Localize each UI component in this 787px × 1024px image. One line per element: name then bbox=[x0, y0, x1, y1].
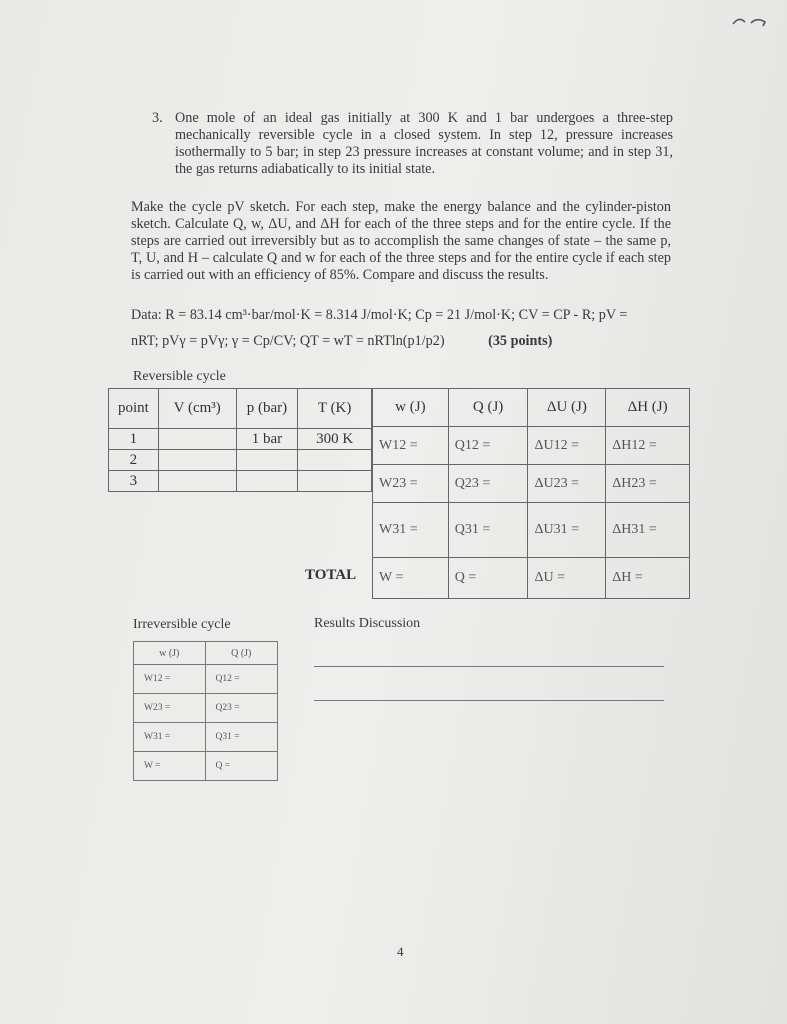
data-line-2 bbox=[131, 333, 676, 350]
header-work: w (J) bbox=[373, 389, 449, 427]
pressure-1-cell[interactable]: 1 bar bbox=[236, 429, 298, 450]
volume-1-cell[interactable] bbox=[158, 429, 236, 450]
header-point: point bbox=[109, 389, 159, 429]
volume-3-cell[interactable] bbox=[158, 471, 236, 492]
temperature-1-cell[interactable]: 300 K bbox=[298, 429, 372, 450]
volume-2-cell[interactable] bbox=[158, 450, 236, 471]
irreversible-table bbox=[133, 641, 278, 781]
irrev-q23-cell[interactable]: Q23 = bbox=[205, 694, 277, 723]
irrev-q12-cell[interactable]: Q12 = bbox=[205, 665, 277, 694]
header-temperature: T (K) bbox=[298, 389, 372, 429]
header-pressure: p (bar) bbox=[236, 389, 298, 429]
q23-cell[interactable]: Q23 = bbox=[448, 465, 528, 503]
points-label: (35 points) bbox=[488, 333, 553, 349]
energy-table bbox=[372, 388, 690, 599]
reversible-caption: Reversible cycle bbox=[133, 369, 226, 384]
dh23-cell[interactable]: ΔH23 = bbox=[606, 465, 690, 503]
w23-cell[interactable]: W23 = bbox=[373, 465, 449, 503]
du23-cell[interactable]: ΔU23 = bbox=[528, 465, 606, 503]
irrev-w31-cell[interactable]: W31 = bbox=[134, 723, 206, 752]
temperature-3-cell[interactable] bbox=[298, 471, 372, 492]
irrev-w12-cell[interactable]: W12 = bbox=[134, 665, 206, 694]
w-total-cell[interactable]: W = bbox=[373, 558, 449, 599]
irrev-w-total-cell[interactable]: W = bbox=[134, 752, 206, 781]
header-enthalpy: ΔH (J) bbox=[606, 389, 690, 427]
temperature-2-cell[interactable] bbox=[298, 450, 372, 471]
state-table bbox=[108, 388, 372, 492]
problem-instructions: Make the cycle pV sketch. For each step, make the energy balance and the cylinder-piston sketch. Calculate Q, w, ΔU, and ΔH for each of the three steps and for the entire cycle. If the steps are carried out irreversibly but as to accomplish the same changes of state – the same p, T, U, and H – calculate Q and w for each of the three steps and for the entire cycle if each step is carried out with an efficiency of 85%. Compare and discuss the results. bbox=[131, 199, 671, 283]
irrev-w23-cell[interactable]: W23 = bbox=[134, 694, 206, 723]
irreversible-caption: Irreversible cycle bbox=[133, 617, 231, 632]
dh31-cell[interactable]: ΔH31 = bbox=[606, 503, 690, 558]
irrev-header-work: w (J) bbox=[134, 642, 206, 665]
problem-number: 3. bbox=[152, 110, 163, 126]
point-2: 2 bbox=[109, 450, 159, 471]
q31-cell[interactable]: Q31 = bbox=[448, 503, 528, 558]
du12-cell[interactable]: ΔU12 = bbox=[528, 427, 606, 465]
dh-total-cell[interactable]: ΔH = bbox=[606, 558, 690, 599]
data-line-1: Data: R = 83.14 cm³·bar/mol·K = 8.314 J/mol·K; Cp = 21 J/mol·K; CV = CP - R; pV = bbox=[131, 307, 628, 323]
header-internal-energy: ΔU (J) bbox=[528, 389, 606, 427]
discussion-line-1[interactable] bbox=[314, 666, 664, 667]
du-total-cell[interactable]: ΔU = bbox=[528, 558, 606, 599]
irrev-q31-cell[interactable]: Q31 = bbox=[205, 723, 277, 752]
irrev-header-heat: Q (J) bbox=[205, 642, 277, 665]
pressure-3-cell[interactable] bbox=[236, 471, 298, 492]
discussion-caption: Results Discussion bbox=[314, 616, 421, 631]
w12-cell[interactable]: W12 = bbox=[373, 427, 449, 465]
total-label: TOTAL bbox=[305, 567, 357, 583]
irrev-q-total-cell[interactable]: Q = bbox=[205, 752, 277, 781]
dh12-cell[interactable]: ΔH12 = bbox=[606, 427, 690, 465]
q12-cell[interactable]: Q12 = bbox=[448, 427, 528, 465]
problem-statement: One mole of an ideal gas initially at 300 K and 1 bar undergoes a three-step mechanically reversible cycle in a closed system. In step 12, pressure increases isothermally to 5 bar; in step 23 pressure increases at constant volume; and in step 31, the gas returns adiabatically to its initial state. bbox=[175, 110, 673, 177]
discussion-line-2[interactable] bbox=[314, 700, 664, 701]
data-line-2-text: nRT; pVγ = pVγ; γ = Cp/CV; QT = wT = nRTln(p1/p2) bbox=[131, 333, 445, 349]
header-heat: Q (J) bbox=[448, 389, 528, 427]
page-number: 4 bbox=[397, 944, 404, 959]
q-total-cell[interactable]: Q = bbox=[448, 558, 528, 599]
corner-mark-icon bbox=[731, 14, 767, 28]
w31-cell[interactable]: W31 = bbox=[373, 503, 449, 558]
point-3: 3 bbox=[109, 471, 159, 492]
pressure-2-cell[interactable] bbox=[236, 450, 298, 471]
point-1: 1 bbox=[109, 429, 159, 450]
du31-cell[interactable]: ΔU31 = bbox=[528, 503, 606, 558]
header-volume: V (cm³) bbox=[158, 389, 236, 429]
